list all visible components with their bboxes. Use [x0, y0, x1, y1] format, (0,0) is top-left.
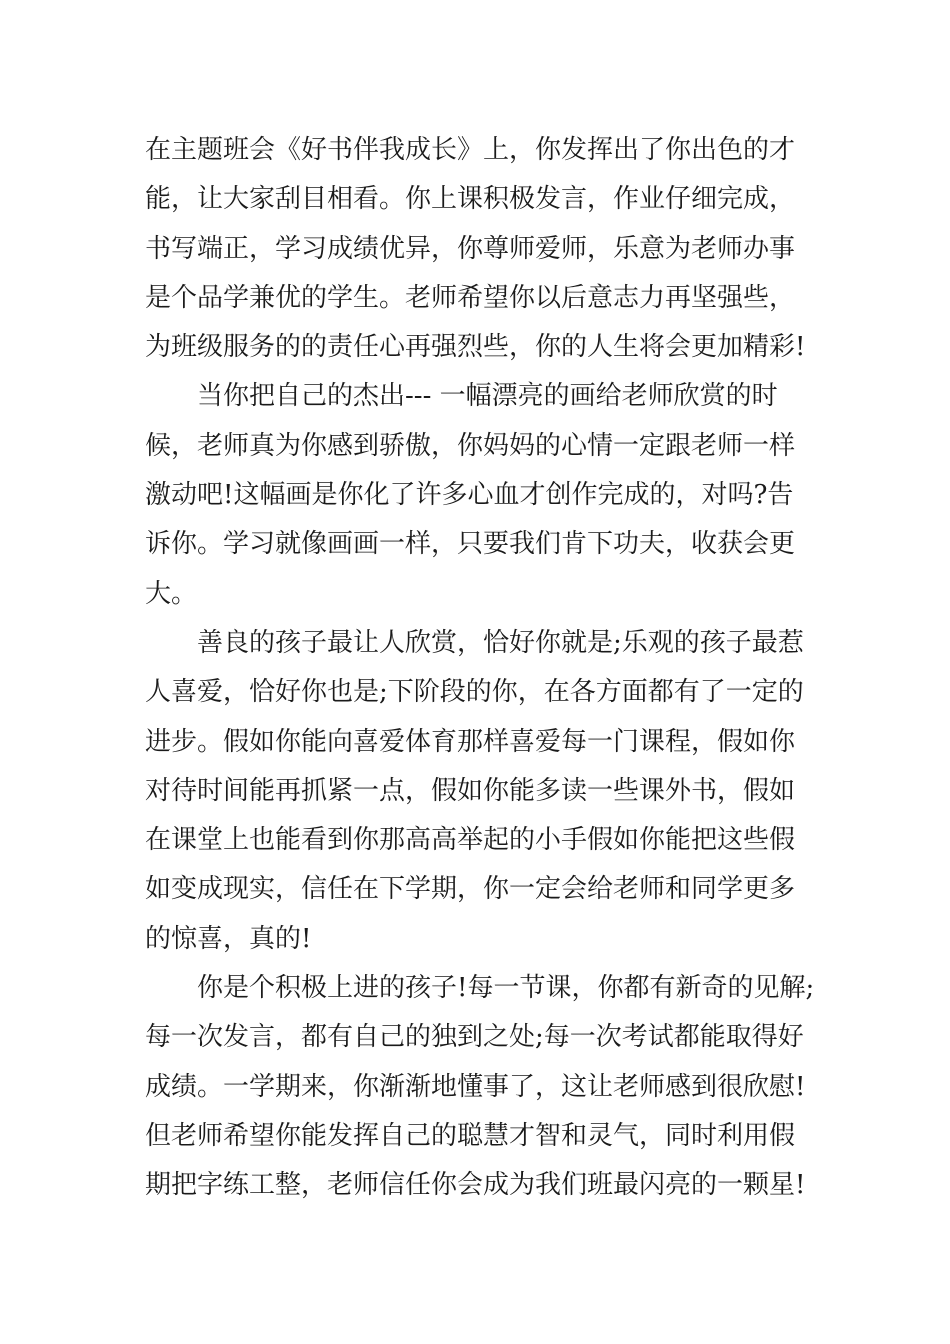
- text-line: 激动吧!这幅画是你化了许多心血才创作完成的，对吗?告: [145, 480, 794, 511]
- text-line: 是个品学兼优的学生。老师希望你以后意志力再坚强些，: [145, 282, 796, 313]
- text-line: 能，让大家刮目相看。你上课积极发言，作业仔细完成，: [145, 184, 796, 215]
- text-line: 在课堂上也能看到你那高高举起的小手假如你能把这些假: [145, 825, 796, 856]
- text-line: 每一次发言，都有自己的独到之处;每一次考试都能取得好: [145, 1022, 804, 1053]
- paragraph-first-line: 当你把自己的杰出--- 一幅漂亮的画给老师欣赏的时: [197, 381, 778, 412]
- text-line: 进步。假如你能向喜爱体育那样喜爱每一门课程，假如你: [145, 726, 796, 757]
- text-line: 候，老师真为你感到骄傲，你妈妈的心情一定跟老师一样: [145, 430, 796, 461]
- text-line: 诉你。学习就像画画一样，只要我们肯下功夫，收获会更: [145, 529, 796, 560]
- text-line: 的惊喜，真的!: [145, 923, 312, 954]
- text-line: 对待时间能再抓紧一点，假如你能多读一些课外书，假如: [145, 775, 796, 806]
- paragraph-first-line: 你是个积极上进的孩子!每一节课，你都有新奇的见解;: [197, 973, 815, 1004]
- text-line: 期把字练工整，老师信任你会成为我们班最闪亮的一颗星!: [145, 1170, 806, 1201]
- document-body: [145, 126, 845, 1211]
- text-line: 在主题班会《好书伴我成长》上，你发挥出了你出色的才: [145, 135, 796, 165]
- text-line: 书写端正，学习成绩优异，你尊师爱师，乐意为老师办事: [145, 233, 796, 264]
- text-line: 但老师希望你能发挥自己的聪慧才智和灵气，同时利用假: [145, 1120, 796, 1151]
- paragraph-first-line: 善良的孩子最让人欣赏，恰好你就是;乐观的孩子最惹: [197, 627, 804, 658]
- text-line: 如变成现实，信任在下学期，你一定会给老师和同学更多: [145, 874, 796, 905]
- text-line: 大。: [145, 578, 198, 609]
- text-line: 人喜爱，恰好你也是;下阶段的你，在各方面都有了一定的: [145, 677, 804, 708]
- text-line: 成绩。一学期来，你渐渐地懂事了，这让老师感到很欣慰!: [145, 1071, 806, 1102]
- text-line: 为班级服务的的责任心再强烈些，你的人生将会更加精彩!: [145, 332, 806, 363]
